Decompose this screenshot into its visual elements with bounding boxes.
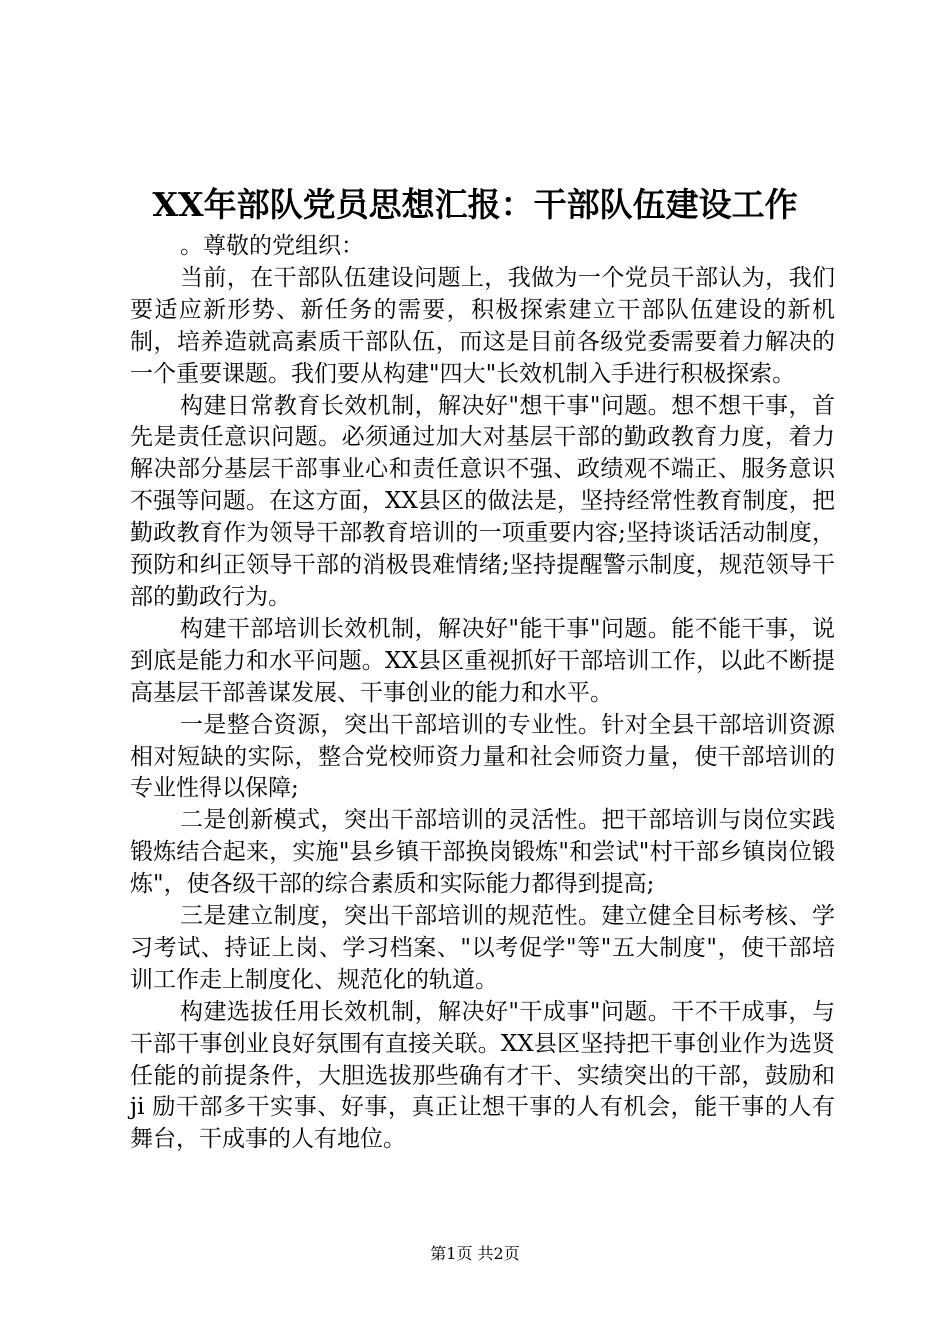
paragraph: 一是整合资源，突出干部培训的专业性。针对全县干部培训资源相对短缺的实际，整合党校师资力量和社会师资力量，使干部培训的专业性得以保障; bbox=[130, 711, 835, 802]
document-title: XX年部队党员思想汇报：干部队伍建设工作 bbox=[152, 185, 798, 224]
page-number: 第1页 共2页 bbox=[430, 1244, 520, 1263]
paragraph: 二是创新模式，突出干部培训的灵活性。把干部培训与岗位实践锻炼结合起来，实施"县乡镇干部换岗锻炼"和尝试"村干部乡镇岗位锻炼"，使各级干部的综合素质和实际能力都得到提高; bbox=[130, 807, 835, 898]
paragraph: 构建干部培训长效机制，解决好"能干事"问题。能不能干事，说到底是能力和水平问题。XX县区重视抓好干部培训工作，以此不断提高基层干部善谋发展、干事创业的能力和水平。 bbox=[130, 615, 835, 706]
paragraph: 三是建立制度，突出干部培训的规范性。建立健全目标考核、学习考试、持证上岗、学习档案、"以考促学"等"五大制度"，使干部培训工作走上制度化、规范化的轨道。 bbox=[130, 903, 835, 993]
salutation: 。尊敬的党组织： bbox=[180, 233, 364, 259]
document-body bbox=[130, 231, 835, 1156]
paragraph: 当前，在干部队伍建设问题上，我做为一个党员干部认为，我们要适应新形势、新任务的需要，积极探索建立干部队伍建设的新机制，培养造就高素质干部队伍，而这是目前各级党委需要着力解决的一个重要课题。我们要从构建"四大"长效机制入手进行积极探索。 bbox=[130, 264, 835, 387]
paragraph: 构建选拔任用长效机制，解决好"干成事"问题。干不干成事，与干部干事创业良好氛围有直接关联。XX县区坚持把干事创业作为选贤任能的前提条件，大胆选拔那些确有才干、实绩突出的干部，鼓励和 ji 励干部多干实事、好事，真正让想干事的人有机会，能干事的人有舞台，干成事的人有地位。 bbox=[130, 998, 835, 1153]
paragraph: 构建日常教育长效机制，解决好"想干事"问题。想不想干事，首先是责任意识问题。必须通过加大对基层干部的勤政教育力度，着力解决部分基层干部事业心和责任意识不强、政绩观不端正、服务意识不强等问题。在这方面，XX县区的做法是，坚持经常性教育制度，把勤政教育作为领导干部教育培训的一项重要内容;坚持谈话活动制度，预防和纠正领导干部的消极畏难情绪;坚持提醒警示制度，规范领导干部的勤政行为。 bbox=[130, 392, 835, 610]
